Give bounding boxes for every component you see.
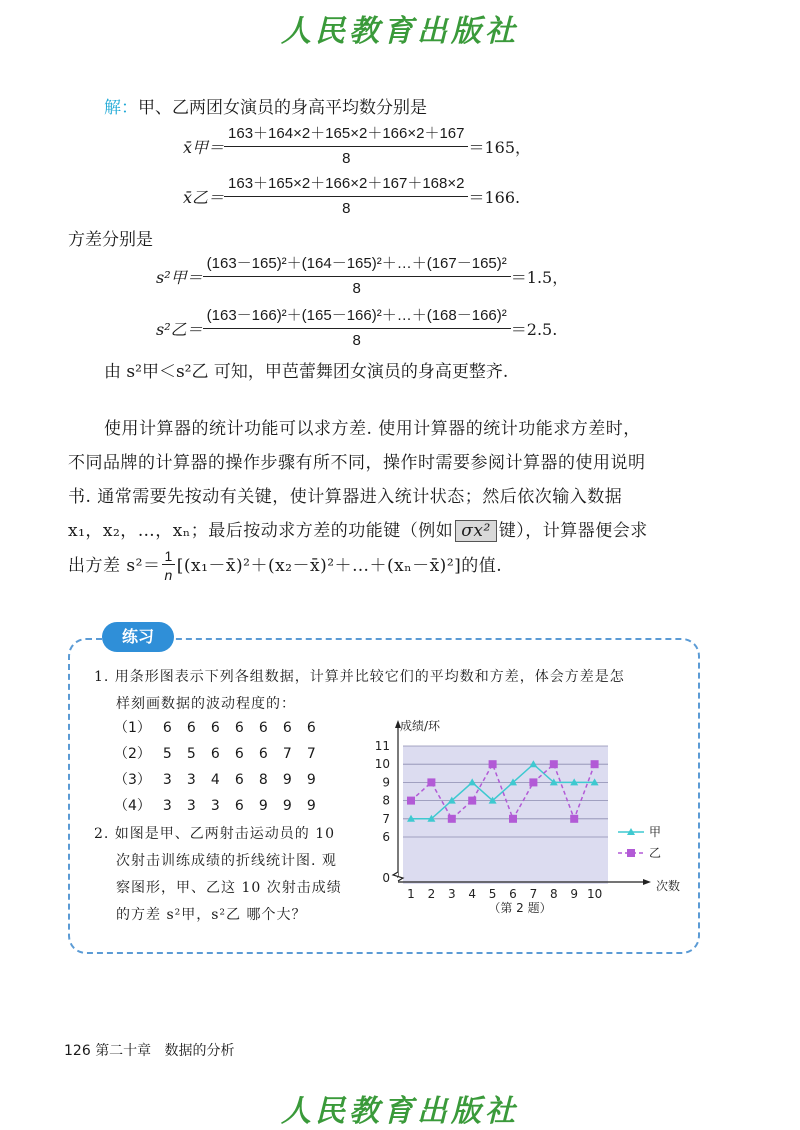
variance-formula-denominator: n	[164, 567, 173, 583]
publisher-logo: 人民教育出版社	[281, 14, 519, 49]
legend-label-a: 甲	[649, 825, 662, 839]
score-line-chart	[360, 712, 690, 922]
calculator-paragraph	[68, 412, 688, 583]
dataset-value: 3	[186, 772, 196, 788]
mean-b-result: ＝166.	[468, 188, 521, 207]
paragraph-line-5	[68, 548, 688, 583]
x-tick-label: 1	[407, 887, 415, 901]
variance-a-lhs: s²甲＝	[156, 268, 203, 287]
paragraph-line-2: 不同品牌的计算器的操作步骤有所不同，操作时需要参阅计算器的使用说明	[68, 453, 646, 473]
variance-a-numerator: (163－165)²＋(164－165)²＋…＋(167－165)²	[203, 254, 511, 277]
mean-a-denominator: 8	[342, 150, 351, 167]
variance-formula-lhs: 出方差 s²＝	[68, 555, 161, 576]
dataset-value: 8	[258, 772, 268, 788]
dataset-value: 9	[306, 772, 316, 788]
dataset-row	[114, 715, 323, 741]
variance-b-equation	[156, 306, 557, 351]
solution-conclusion: 由 s²甲＜s²乙 可知，甲芭蕾舞团女演员的身高更整齐.	[104, 362, 509, 382]
dataset-value: 6	[162, 720, 172, 736]
series-point-2	[529, 778, 537, 786]
x-tick-label: 8	[549, 887, 558, 901]
mean-a-result: ＝165，	[468, 138, 532, 157]
dataset-label: （2）	[114, 746, 151, 762]
dataset-value: 9	[306, 798, 316, 814]
exercise-q2-line-1: 2. 如图是甲、乙两射击运动员的 10	[94, 826, 336, 842]
paragraph-line-1: 使用计算器的统计功能可以求方差. 使用计算器的统计功能求方差时，	[104, 419, 641, 439]
mean-a-lhs: x̄甲＝	[183, 138, 225, 157]
y-tick-label: 0	[382, 871, 390, 885]
variance-formula-numerator: 1	[164, 548, 173, 564]
dataset-value: 3	[162, 772, 172, 788]
series-point-2	[427, 778, 435, 786]
dataset-value: 5	[162, 746, 172, 762]
variance-intro: 方差分别是	[68, 230, 153, 250]
series-point-2	[468, 797, 476, 805]
exercise-q2-line-3: 察图形，甲、乙这 10 次射击成绩	[116, 880, 342, 896]
series-point-2	[448, 815, 456, 823]
mean-a-fraction	[224, 124, 468, 169]
exercise-q1-line-1: 1. 用条形图表示下列各组数据，计算并比较它们的平均数和方差，体会方差是怎	[94, 669, 625, 685]
exercise-q2-line-2: 次射击训练成绩的折线统计图. 观	[116, 853, 337, 869]
solution-intro	[104, 96, 427, 120]
x-axis-label: 次数	[656, 879, 681, 893]
solution-intro-text: 甲、乙两团女演员的身高平均数分别是	[138, 98, 427, 118]
exercise-q1-line-2: 样刻画数据的波动程度的：	[116, 696, 296, 712]
y-tick-label: 10	[374, 757, 390, 772]
dataset-value: 5	[186, 746, 196, 762]
variance-a-denominator: 8	[352, 280, 361, 297]
x-axis-arrow-icon	[643, 879, 651, 885]
dataset-value: 9	[258, 798, 268, 814]
axis-break-icon	[393, 872, 403, 881]
dataset-value: 6	[306, 720, 316, 736]
chart-caption: （第 2 题）	[488, 901, 552, 915]
page-number: 126	[64, 1043, 91, 1059]
dataset-value: 6	[282, 720, 292, 736]
dataset-value: 3	[210, 798, 220, 814]
legend-label-b: 乙	[649, 846, 662, 860]
variance-b-denominator: 8	[352, 332, 361, 349]
variance-a-equation	[156, 254, 568, 299]
dataset-value: 6	[234, 720, 244, 736]
mean-b-fraction	[224, 174, 468, 219]
y-tick-labels	[375, 739, 390, 885]
variance-formula-fraction	[162, 548, 174, 583]
mean-a-numerator: 163＋164×2＋165×2＋166×2＋167	[224, 124, 468, 147]
x-tick-label: 9	[570, 887, 579, 901]
variance-b-fraction	[203, 306, 511, 351]
legend-marker-b-icon	[627, 849, 635, 857]
x-tick-labels	[407, 887, 602, 901]
series-point-2	[550, 760, 558, 768]
dataset-value: 6	[258, 746, 268, 762]
y-axis-label: 成绩/环	[400, 719, 441, 733]
dataset-row	[114, 767, 323, 793]
mean-b-numerator: 163＋165×2＋166×2＋167＋168×2	[224, 174, 468, 197]
series-point-2	[591, 760, 599, 768]
dataset-value: 9	[282, 798, 292, 814]
dataset-value: 6	[258, 720, 268, 736]
paragraph-line-4	[68, 514, 688, 548]
x-tick-label: 7	[529, 887, 538, 901]
series-point-2	[407, 797, 415, 805]
x-tick-label: 5	[488, 887, 497, 901]
exercise-q2-line-4: 的方差 s²甲，s²乙 哪个大？	[116, 907, 307, 923]
dataset-value: 6	[234, 746, 244, 762]
variance-a-fraction	[203, 254, 511, 299]
series-point-2	[570, 815, 578, 823]
variance-key-icon: σx²	[455, 520, 497, 542]
dataset-value: 3	[186, 798, 196, 814]
x-tick-label: 10	[586, 887, 603, 901]
dataset-value: 7	[306, 746, 316, 762]
series-point-2	[509, 815, 517, 823]
dataset-label: （3）	[114, 772, 151, 788]
variance-a-result: ＝1.5，	[510, 268, 569, 287]
mean-a-equation	[183, 124, 531, 169]
dataset-row	[114, 793, 323, 819]
solution-label: 解：	[104, 98, 138, 118]
dataset-value: 6	[234, 798, 244, 814]
dataset-value: 6	[186, 720, 196, 736]
dataset-value: 9	[282, 772, 292, 788]
dataset-label: （4）	[114, 798, 151, 814]
variance-b-lhs: s²乙＝	[156, 320, 203, 339]
variance-b-result: ＝2.5.	[510, 320, 558, 339]
x-tick-label: 3	[447, 887, 456, 901]
bottom-publisher-logo: 人民教育出版社	[281, 1094, 519, 1129]
x-tick-label: 2	[427, 887, 436, 901]
y-tick-label: 11	[374, 739, 390, 753]
variance-formula-rhs: [(x₁－x̄)²＋(x₂－x̄)²＋…＋(xₙ－x̄)²]的值.	[176, 555, 503, 576]
paragraph-line-3: 书. 通常需要先按动有关键，使计算器进入统计状态；然后依次输入数据	[68, 487, 623, 507]
mean-b-lhs: x̄乙＝	[183, 188, 225, 207]
paragraph-line-4-end: 键），计算器便会求	[498, 521, 648, 541]
chapter-label: 第二十章	[95, 1043, 152, 1059]
y-tick-label: 7	[382, 811, 390, 826]
x-tick-label: 4	[468, 887, 477, 901]
exercise-tag: 练习	[102, 622, 174, 652]
exercise-q2	[94, 821, 342, 929]
dataset-value: 4	[210, 772, 220, 788]
x-tick-label: 6	[509, 887, 517, 901]
series-point-2	[489, 760, 497, 768]
dataset-value: 6	[210, 720, 220, 736]
mean-b-denominator: 8	[342, 200, 351, 217]
y-tick-label: 9	[382, 775, 390, 790]
dataset-value: 3	[162, 798, 172, 814]
exercise-datasets	[114, 715, 323, 819]
paragraph-line-4-start: x₁，x₂，…，xₙ；最后按动求方差的功能键（例如	[68, 521, 454, 541]
mean-b-equation	[183, 174, 520, 219]
dataset-row	[114, 741, 323, 767]
dataset-label: （1）	[114, 720, 151, 736]
y-tick-label: 6	[382, 830, 390, 844]
dataset-value: 7	[282, 746, 292, 762]
chart-legend	[618, 825, 661, 860]
chapter-title: 数据的分析	[164, 1043, 235, 1059]
dataset-value: 6	[234, 772, 244, 788]
page-footer	[64, 1040, 235, 1060]
dataset-value: 6	[210, 746, 220, 762]
variance-b-numerator: (163－166)²＋(165－166)²＋…＋(168－166)²	[203, 306, 511, 329]
y-tick-label: 8	[382, 793, 390, 808]
